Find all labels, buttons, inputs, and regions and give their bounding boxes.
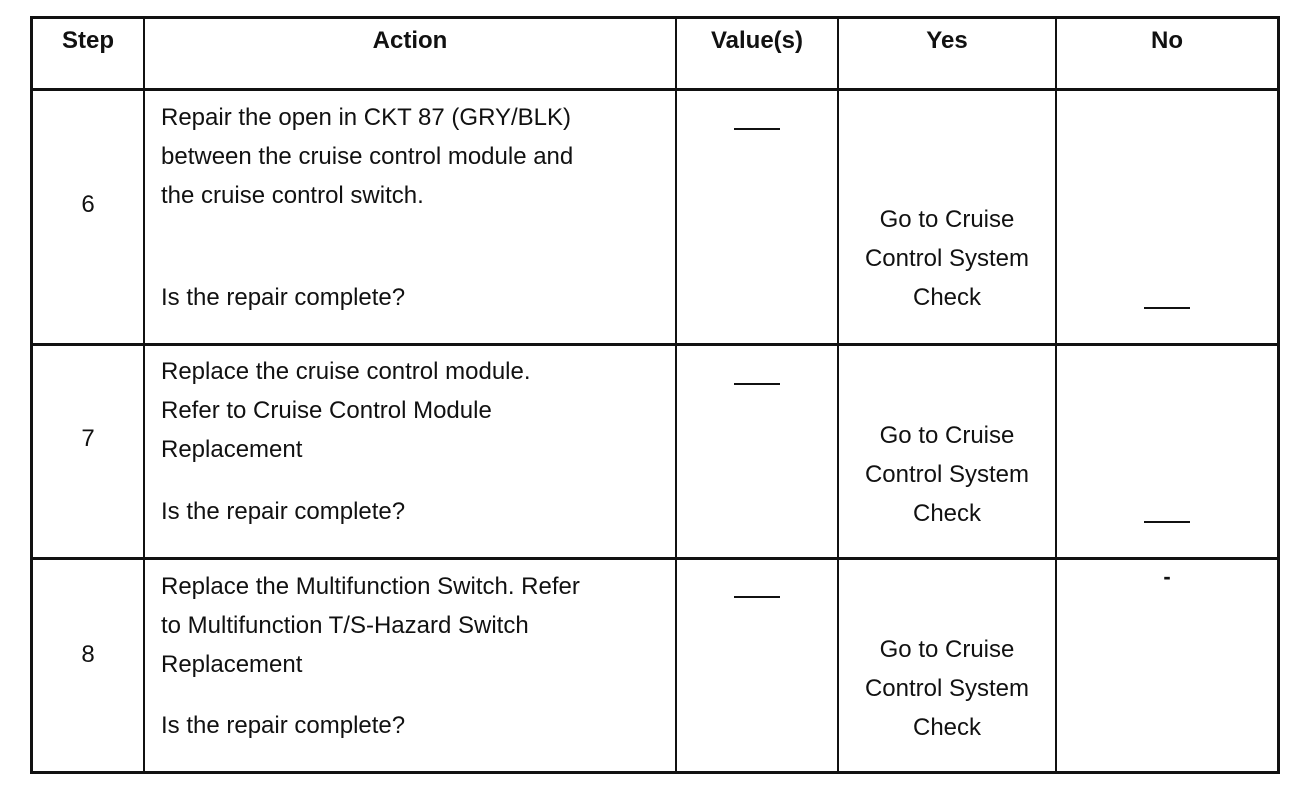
diagnostic-table [30,16,1280,774]
step-number: 7 [81,425,95,452]
header-no-cell [1057,19,1277,88]
header-step: Step [61,27,114,54]
header-no: No [1151,27,1183,54]
action-text [161,352,665,469]
header-yes-cell [839,19,1057,88]
yes-cell [839,346,1057,557]
action-line: Replacement [161,651,303,678]
table-row [33,91,1277,346]
action-cell [145,560,677,771]
action-question: Is the repair complete? [161,284,406,311]
header-values: Value(s) [710,27,804,54]
blank-value-line [734,128,780,130]
action-text [161,98,665,215]
blank-value-line [734,596,780,598]
yes-line: Control System [864,245,1030,272]
table-header-row [33,19,1277,91]
action-line: the cruise control switch. [161,182,424,209]
yes-line: Go to Cruise [879,422,1015,449]
yes-cell [839,91,1057,343]
step-number: 6 [81,191,95,218]
no-cell [1057,346,1277,557]
yes-line: Go to Cruise [879,206,1015,233]
table-row [33,560,1277,771]
no-cell [1057,560,1277,771]
value-cell [677,346,839,557]
yes-instruction [839,630,1055,747]
action-line: to Multifunction T/S-Hazard Switch [161,612,529,639]
action-cell [145,91,677,343]
action-line: Replacement [161,436,303,463]
step-cell [33,91,145,343]
action-line: Replace the cruise control module. [161,358,531,385]
action-cell [145,346,677,557]
step-cell [33,346,145,557]
yes-line: Control System [864,461,1030,488]
blank-no-line [1144,307,1190,309]
action-question: Is the repair complete? [161,712,406,739]
yes-line: Check [912,714,982,741]
yes-instruction [839,200,1055,317]
table-row [33,346,1277,560]
step-number: 8 [81,641,95,668]
header-values-cell [677,19,839,88]
header-action: Action [372,27,448,54]
yes-cell [839,560,1057,771]
yes-line: Go to Cruise [879,636,1015,663]
yes-line: Control System [864,675,1030,702]
action-line: Refer to Cruise Control Module [161,397,492,424]
header-step-cell [33,19,145,88]
action-line: Repair the open in CKT 87 (GRY/BLK) [161,104,571,131]
action-question: Is the repair complete? [161,498,406,525]
action-text [161,567,665,684]
header-yes: Yes [926,27,968,54]
blank-no-line [1144,521,1190,523]
yes-line: Check [912,500,982,527]
yes-line: Check [912,284,982,311]
no-value-dash: - [1163,564,1171,589]
header-action-cell [145,19,677,88]
no-cell [1057,91,1277,343]
value-cell [677,560,839,771]
blank-value-line [734,383,780,385]
action-line: between the cruise control module and [161,143,574,170]
yes-instruction [839,416,1055,533]
action-line: Replace the Multifunction Switch. Refer [161,573,580,600]
value-cell [677,91,839,343]
step-cell [33,560,145,771]
